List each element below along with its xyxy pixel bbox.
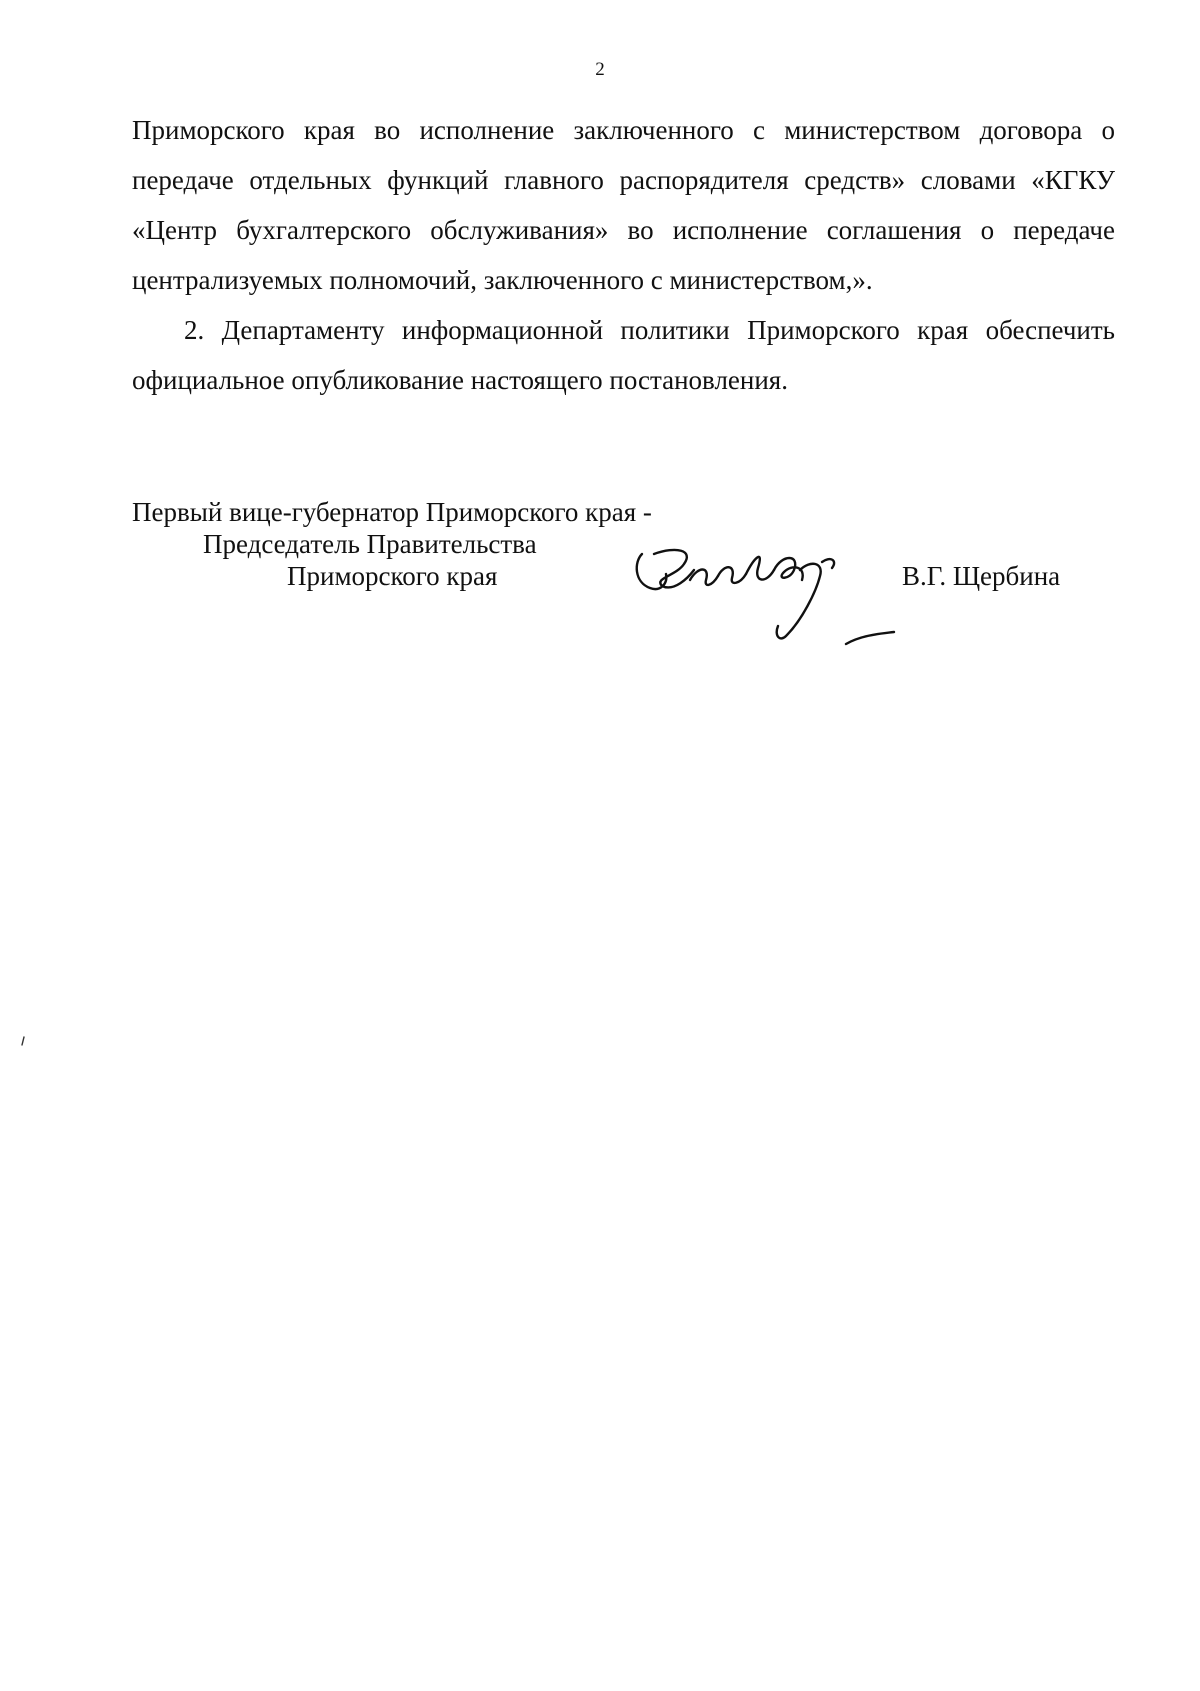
document-body bbox=[132, 105, 1115, 405]
handwritten-signature bbox=[624, 540, 904, 646]
body-paragraph-continuation: Приморского края во исполнение заключенного с министерством договора о передаче отдельных функций главного распорядителя средств» словами «КГКУ «Центр бухгалтерского обслуживания» во исполнение соглашения о передаче централизуемых полномочий, заключенного с министерством,». bbox=[132, 115, 1115, 295]
scan-speck bbox=[20, 1036, 26, 1046]
signer-title-line-3: Приморского края bbox=[287, 561, 498, 591]
signer-name: В.Г. Щербина bbox=[902, 561, 1061, 591]
signature-block bbox=[132, 496, 1115, 636]
body-paragraph-item-2: 2. Департаменту информационной политики Приморского края обеспечить официальное опубликование настоящего постановления. bbox=[132, 315, 1115, 395]
signer-title-line-2: Председатель Правительства bbox=[203, 529, 537, 559]
page-number: 2 bbox=[595, 59, 605, 80]
signer-title-line-1: Первый вице-губернатор Приморского края - bbox=[132, 497, 652, 527]
